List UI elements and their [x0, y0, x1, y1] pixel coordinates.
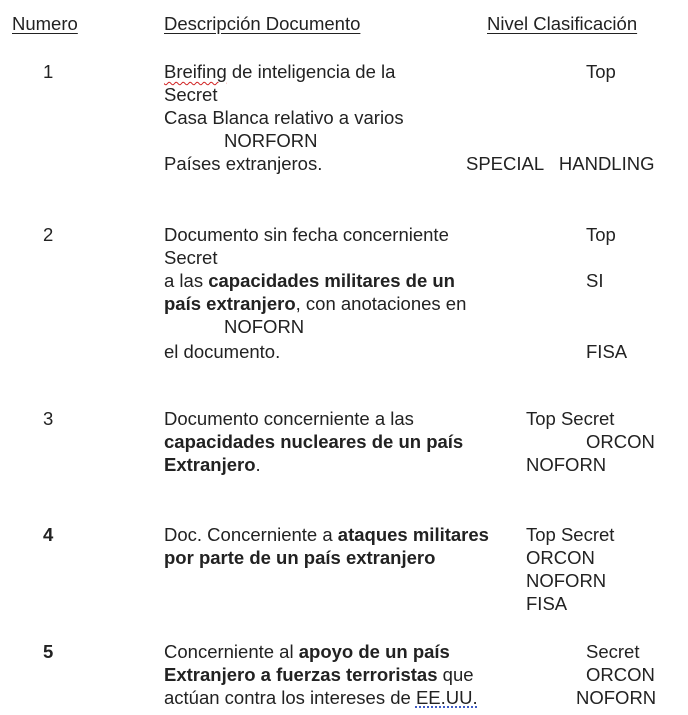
header-descripcion: Descripción Documento [164, 13, 361, 34]
classification-label: ORCON [586, 664, 655, 685]
row-number: 3 [43, 408, 54, 429]
description-text: apoyo de un país [298, 641, 450, 662]
description-text: Extranjero a fuerzas terroristas [164, 664, 438, 685]
description-line [164, 292, 466, 315]
classification-label: ORCON [526, 547, 595, 568]
description-line: Secret [164, 84, 218, 105]
description-line: Documento concerniente a las [164, 408, 414, 429]
description-text: a las [164, 270, 209, 291]
classification-label: NOFORN [526, 454, 607, 475]
description-line [164, 269, 455, 292]
classification-label: FISA [526, 593, 568, 614]
description-text: ataques militares [337, 524, 489, 545]
classification-label: NOFORN [526, 570, 607, 591]
classification-label: Top Secret [526, 524, 615, 545]
description-text: Extranjero [164, 454, 256, 475]
description-text: Breifing [164, 61, 227, 82]
description-text: , con anotaciones en [295, 293, 467, 314]
description-text: de inteligencia de la [226, 61, 396, 82]
classification-label: FISA [586, 341, 628, 362]
description-line: el documento. [164, 341, 281, 362]
classification-label: Top [586, 61, 616, 82]
description-line: Casa Blanca relativo a varios [164, 107, 404, 128]
row-number: 1 [43, 61, 54, 82]
description-line [164, 663, 474, 686]
description-line: NOFORN [224, 316, 305, 337]
description-line: Documento sin fecha concerniente [164, 224, 449, 245]
row-number: 5 [43, 641, 54, 662]
classification-label: Secret [586, 641, 640, 662]
description-line [164, 686, 478, 709]
description-line: capacidades nucleares de un país [164, 431, 464, 452]
header-nivel: Nivel Clasificación [487, 13, 638, 34]
row-number: 4 [43, 524, 54, 545]
classification-label: SI [586, 270, 604, 291]
description-text: capacidades militares de un [208, 270, 455, 291]
classification-label: NOFORN [576, 687, 657, 708]
row-number: 2 [43, 224, 54, 245]
description-text: actúan contra los intereses de [164, 687, 416, 708]
description-line: Secret [164, 247, 218, 268]
description-text: Concerniente al [164, 641, 299, 662]
description-text: que [437, 664, 474, 685]
description-line: NORFORN [224, 130, 318, 151]
description-line: por parte de un país extranjero [164, 547, 436, 568]
classification-label: SPECIAL HANDLING [466, 153, 655, 174]
classification-label: Top Secret [526, 408, 615, 429]
description-line: Países extranjeros. [164, 153, 323, 174]
description-text: . [255, 454, 261, 475]
description-line [164, 60, 395, 83]
description-text: Doc. Concerniente a [164, 524, 338, 545]
classification-label: ORCON [586, 431, 655, 452]
description-line [164, 640, 450, 663]
description-line [164, 523, 489, 546]
classification-label: Top [586, 224, 616, 245]
description-text: EE.UU. [415, 687, 478, 708]
description-line [164, 453, 261, 476]
header-numero: Numero [12, 13, 78, 34]
description-text: país extranjero [164, 293, 296, 314]
